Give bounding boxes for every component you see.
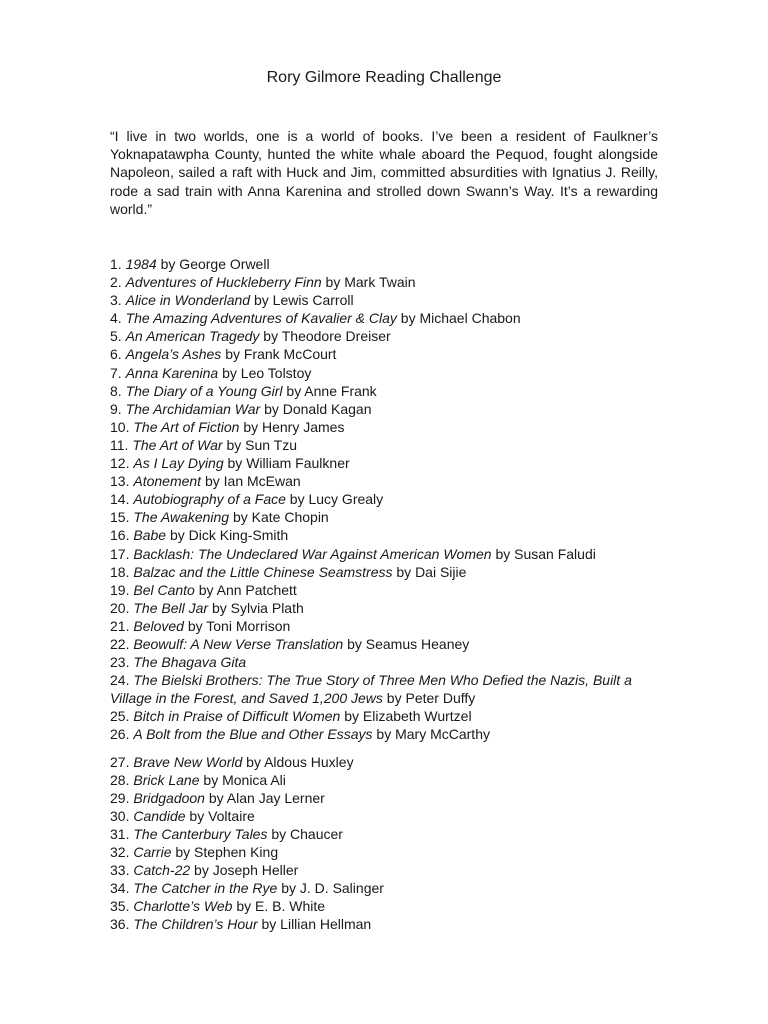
- book-title: The Awakening: [133, 509, 230, 526]
- item-number: 22.: [110, 635, 134, 652]
- book-author: by Monica Ali: [199, 771, 286, 788]
- book-author: by Anne Frank: [282, 382, 377, 399]
- book-author: by Lillian Hellman: [257, 916, 372, 933]
- book-title: Anna Karenina: [125, 364, 219, 381]
- item-number: 2.: [110, 274, 126, 291]
- list-item: [110, 635, 670, 653]
- book-title: Beloved: [133, 617, 184, 634]
- book-title: Bel Canto: [133, 581, 195, 598]
- list-item: [110, 897, 670, 915]
- book-title: Brave New World: [133, 753, 243, 770]
- book-title: Bridgadoon: [133, 789, 205, 806]
- list-item: [110, 364, 670, 382]
- list-item: [110, 671, 670, 707]
- list-item: [110, 454, 670, 472]
- list-item: [110, 309, 670, 327]
- item-number: 6.: [110, 346, 126, 363]
- list-item: [110, 472, 670, 490]
- book-author: by Susan Faludi: [491, 545, 596, 562]
- list-item: [110, 789, 670, 807]
- item-number: 33.: [110, 862, 134, 879]
- list-item: [110, 382, 670, 400]
- list-item: [110, 400, 670, 418]
- item-number: 16.: [110, 527, 134, 544]
- book-author: by Dick King-Smith: [166, 527, 289, 544]
- book-title: The Art of Fiction: [133, 418, 240, 435]
- book-author: by Michael Chabon: [396, 310, 521, 327]
- book-title: The Bielski Brothers: The True Story of Three Men Who Defied the Nazis, Built a Village in the Forest, and Saved 1,200 Jews: [110, 672, 632, 707]
- book-title: The Amazing Adventures of Kavalier & Clay: [125, 310, 397, 327]
- item-number: 20.: [110, 599, 134, 616]
- book-title: Adventures of Huckleberry Finn: [125, 274, 322, 291]
- list-item: [110, 418, 670, 436]
- book-title: The Art of War: [132, 436, 223, 453]
- book-title: The Children’s Hour: [133, 916, 258, 933]
- book-title: An American Tragedy: [125, 328, 260, 345]
- book-author: by E. B. White: [232, 898, 326, 915]
- book-author: by Theodore Dreiser: [259, 328, 391, 345]
- list-item: [110, 807, 670, 825]
- book-title: Alice in Wonderland: [125, 292, 251, 309]
- book-title: Catch-22: [133, 862, 191, 879]
- item-number: 12.: [110, 455, 134, 472]
- list-item: [110, 508, 670, 526]
- item-number: 24.: [110, 672, 134, 689]
- book-author: by Aldous Huxley: [242, 753, 354, 770]
- item-number: 3.: [110, 292, 126, 309]
- item-number: 28.: [110, 771, 134, 788]
- book-author: by George Orwell: [156, 256, 270, 272]
- item-number: 8.: [110, 382, 126, 399]
- item-number: 5.: [110, 328, 126, 345]
- book-title: The Catcher in the Rye: [133, 880, 278, 897]
- book-title: Candide: [133, 807, 186, 824]
- book-author: by Mark Twain: [321, 274, 416, 291]
- book-author: by Ian McEwan: [201, 473, 301, 490]
- book-title: Brick Lane: [133, 771, 200, 788]
- list-item: [110, 725, 670, 743]
- book-author: by Sun Tzu: [222, 436, 298, 453]
- item-number: 29.: [110, 789, 134, 806]
- book-title: Beowulf: A New Verse Translation: [133, 635, 344, 652]
- book-title: Balzac and the Little Chinese Seamstress: [133, 563, 393, 580]
- item-number: 27.: [110, 753, 134, 770]
- book-title: Charlotte’s Web: [133, 898, 233, 915]
- item-number: 15.: [110, 509, 134, 526]
- list-item: [110, 915, 670, 933]
- list-item: [110, 843, 670, 861]
- list-item: [110, 436, 670, 454]
- book-author: by Mary McCarthy: [372, 726, 490, 743]
- list-item: [110, 255, 670, 273]
- item-number: 10.: [110, 418, 134, 435]
- list-item: [110, 707, 670, 725]
- list-item: [110, 753, 670, 771]
- book-author: by Frank McCourt: [221, 346, 337, 363]
- book-title: The Bell Jar: [133, 599, 209, 616]
- book-title: As I Lay Dying: [133, 455, 224, 472]
- book-title: The Diary of a Young Girl: [125, 382, 283, 399]
- item-number: 32.: [110, 844, 134, 860]
- book-title: The Bhagava Gita: [133, 654, 247, 671]
- list-item: [110, 291, 670, 309]
- book-author: by Leo Tolstoy: [218, 364, 312, 381]
- item-number: 26.: [110, 726, 134, 743]
- item-number: 14.: [110, 491, 134, 508]
- book-author: by J. D. Salinger: [277, 880, 384, 897]
- list-item: [110, 617, 670, 635]
- list-item: [110, 599, 670, 617]
- item-number: 21.: [110, 617, 134, 634]
- book-title: Bitch in Praise of Difficult Women: [133, 708, 341, 725]
- book-title: Carrie: [133, 844, 172, 860]
- book-author: by Dai Sijie: [392, 563, 467, 580]
- book-title: A Bolt from the Blue and Other Essays: [133, 726, 373, 743]
- book-title: 1984: [125, 256, 157, 272]
- item-number: 4.: [110, 310, 126, 327]
- item-number: 34.: [110, 880, 134, 897]
- item-number: 35.: [110, 898, 134, 915]
- page-title: Rory Gilmore Reading Challenge: [266, 69, 502, 86]
- book-title: Autobiography of a Face: [133, 491, 286, 508]
- list-item: [110, 653, 670, 671]
- item-number: 18.: [110, 563, 134, 580]
- item-number: 1.: [110, 256, 126, 272]
- list-item: [110, 581, 670, 599]
- book-author: by Lewis Carroll: [250, 292, 354, 309]
- book-author: by Elizabeth Wurtzel: [340, 708, 472, 725]
- list-item: [110, 273, 670, 291]
- book-author: by Peter Duffy: [382, 690, 476, 707]
- book-author: by Alan Jay Lerner: [204, 789, 325, 806]
- book-author: by Ann Patchett: [194, 581, 297, 598]
- book-author: by Donald Kagan: [260, 400, 372, 417]
- list-item: [110, 771, 670, 789]
- book-author: by Henry James: [239, 418, 345, 435]
- list-item: [110, 327, 670, 345]
- book-title: The Archidamian War: [125, 400, 261, 417]
- item-number: 31.: [110, 825, 134, 842]
- book-list: [110, 255, 670, 933]
- book-author: by Stephen King: [171, 844, 279, 860]
- list-item: [110, 861, 670, 879]
- book-author: by Kate Chopin: [229, 509, 329, 526]
- item-number: 7.: [110, 364, 126, 381]
- list-item: [110, 345, 670, 363]
- book-author: by Seamus Heaney: [343, 635, 470, 652]
- list-item: [110, 879, 670, 897]
- book-author: by Lucy Grealy: [285, 491, 384, 508]
- book-author: by Voltaire: [185, 807, 255, 824]
- book-author: by Sylvia Plath: [208, 599, 304, 616]
- item-number: 30.: [110, 807, 134, 824]
- item-number: 13.: [110, 473, 134, 490]
- item-number: 11.: [110, 436, 133, 453]
- list-item: [110, 490, 670, 508]
- book-author: by Joseph Heller: [190, 862, 299, 879]
- item-number: 23.: [110, 654, 134, 671]
- item-number: 17.: [110, 545, 134, 562]
- book-title: Babe: [133, 527, 167, 544]
- book-title: Backlash: The Undeclared War Against American Women: [133, 545, 492, 562]
- item-number: 36.: [110, 916, 134, 933]
- epigraph-quote: “I live in two worlds, one is a world of books. I’ve been a resident of Faulkner’s Yoknapatawpha County, hunted the white whale aboard the Pequod, fought alongside Napoleon, sailed a raft with Huck and Jim, committed absurdities with Ignatius J. Reilly, rode a sad train with Anna Karenina and strolled down Swann’s Way. It’s a rewarding world.”: [110, 128, 658, 217]
- list-item: [110, 526, 670, 544]
- book-title: Angela’s Ashes: [125, 346, 222, 363]
- item-number: 25.: [110, 708, 134, 725]
- book-author: by Toni Morrison: [183, 617, 291, 634]
- book-title: Atonement: [133, 473, 202, 490]
- list-item: [110, 545, 670, 563]
- book-author: by Chaucer: [267, 825, 343, 842]
- item-number: 9.: [110, 400, 126, 417]
- list-item: [110, 825, 670, 843]
- item-number: 19.: [110, 581, 134, 598]
- book-title: The Canterbury Tales: [133, 825, 268, 842]
- list-item: [110, 563, 670, 581]
- book-author: by William Faulkner: [223, 455, 350, 472]
